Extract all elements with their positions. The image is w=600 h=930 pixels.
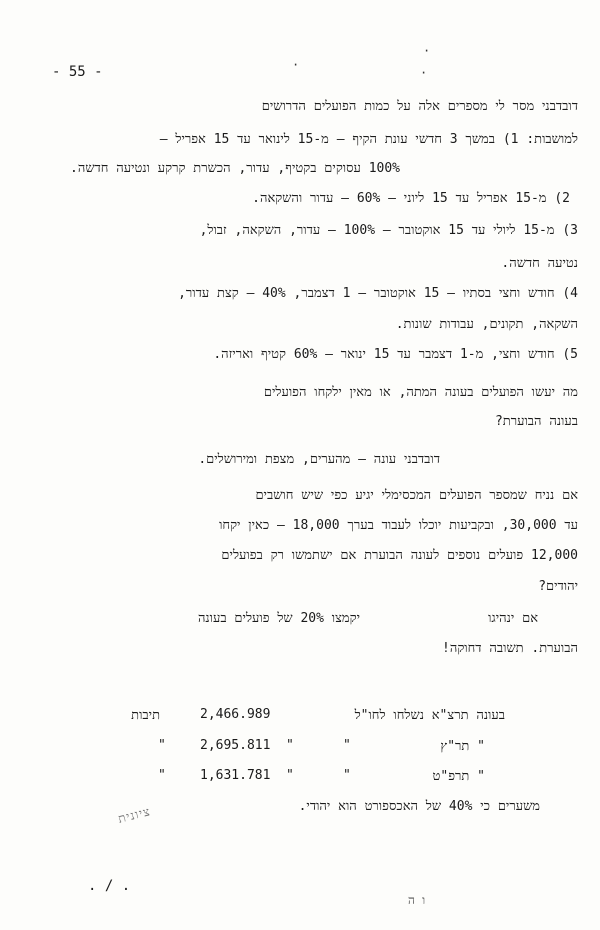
paragraph-4-left: יקמצו 20% של פועלים בעונה <box>197 611 360 626</box>
list-item-2: 2) מ-15 אפריל עד 15 ליוני – 60% – עדור והשקאה. <box>252 191 570 206</box>
paragraph-3-line-2: עד 30,000, ובקביעות יוכלו לעבוד בערך 18,000 – כאין יקחו <box>219 518 578 533</box>
table-row-3-value: 1,631.781 <box>200 768 271 783</box>
speck: · <box>420 66 428 80</box>
paragraph-3-line-1: אם נניח שמספר הפועלים המכסימלי יגיע כפי שיש חושבים <box>255 488 578 503</box>
paragraph-1-line-2: למושבות: 1) במשך 3 חדשי עונת הקיף – מ-15 לינואר עד 15 אפריל – <box>159 132 578 147</box>
list-item-3-line-1: 3) מ-15 ליולי עד 15 אוקטובר – 100% – עדור, השקאה, זבול, <box>199 223 578 238</box>
paragraph-3-line-4: יהודים? <box>538 579 578 594</box>
closing-line: משערים כי 40% של האכספורט הוא יהודי. <box>298 799 540 814</box>
paragraph-1-line-1: דובדבני מסר לי מספרים אלה על כמות הפועלים הדרושים <box>261 99 578 114</box>
list-item-4-line-2: השקאה, תקונים, עבודות שונות. <box>395 317 578 332</box>
table-row-2-ditto: " <box>158 738 166 753</box>
paragraph-4-right: אם ינהיגו <box>488 611 538 626</box>
table-row-3-ditto: " <box>343 768 351 783</box>
table-row-1-value: 2,466.989 <box>200 707 271 722</box>
faded-stamp: ציונית <box>116 804 152 826</box>
speck: · <box>423 44 431 58</box>
table-row-3-prefix: " תרפ"ט <box>432 769 485 784</box>
paragraph-4-line-2: הבוערת. תשובה דחוקה! <box>442 641 578 656</box>
table-row-2-prefix: " תר"ץ <box>440 739 485 754</box>
footer-mark: . / . <box>88 878 131 894</box>
question-line-2: בעונה הבוערת? <box>494 414 578 429</box>
table-row-1-unit: תיבות <box>131 708 160 723</box>
list-item-5: 5) חודש וחצי, מ-1 דצמבר עד 15 ינואר – 60% קטיף ואריזה. <box>213 347 578 362</box>
table-row-1-prefix: בעונה תרצ"א נשלחו לחו"ל <box>354 708 505 723</box>
table-row-2-ditto: " <box>343 738 351 753</box>
table-row-2-value: 2,695.811 <box>200 738 271 753</box>
paragraph-3-line-3: 12,000 פועלים נוספים לעונה הבוערת אם ישתמשו רק בפועלים <box>221 548 578 563</box>
paragraph-1-line-3: 100% עסוקים בקטיף, עדור, הכשרת קרקע ונטיעה חדשה. <box>70 161 400 176</box>
table-row-3-ditto: " <box>158 768 166 783</box>
answer-line: דובדבני עונה – מהערים, מצפת ומירושלים. <box>198 452 440 467</box>
page-number: - 55 - <box>52 64 103 80</box>
list-item-3-line-2: נטיעה חדשה. <box>501 256 578 271</box>
table-row-2-ditto: " <box>286 738 294 753</box>
speck: · <box>292 58 300 72</box>
table-row-3-ditto: " <box>286 768 294 783</box>
question-line-1: מה יעשו הפועלים בעונה המתה, או מאין ילקחו הפועלים <box>263 385 578 400</box>
list-item-4-line-1: 4) חודש וחצי בסתיו – 15 אוקטובר – 1 דצמבר, 40% – קצת עדור, <box>178 286 578 301</box>
footer-right-mark: ו ה <box>408 893 426 907</box>
